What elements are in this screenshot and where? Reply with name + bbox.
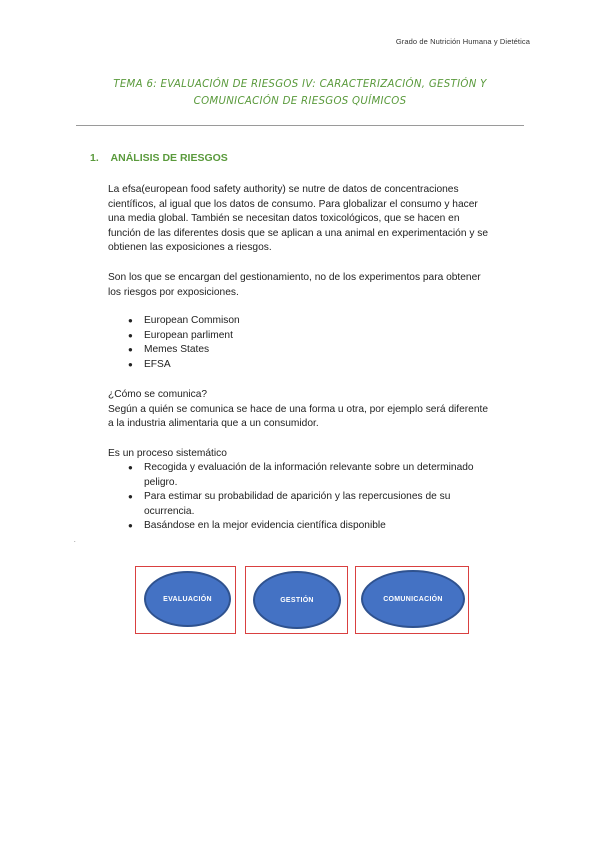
list-item: ● Recogida y evaluación de la información relevante sobre un determinado peligro.: [128, 462, 474, 488]
title-line-2: COMUNICACIÓN DE RIESGOS QUÍMICOS: [193, 96, 407, 107]
diagram-node-comunicacion: COMUNICACIÓN: [361, 570, 465, 628]
text-line: obtienen las exposiciones a riesgos.: [108, 242, 272, 254]
course-header: Grado de Nutrición Humana y Dietética: [395, 37, 530, 46]
title-divider: [76, 125, 524, 126]
bullet-icon: ●: [128, 345, 133, 355]
text-line: ¿Cómo se comunica?: [108, 389, 208, 400]
bullet-icon: ●: [128, 521, 133, 531]
list-item: ● Para estimar su probabilidad de aparición y las repercusiones de su ocurrencia.: [128, 491, 451, 517]
diagram-node-evaluacion: EVALUACIÓN: [144, 571, 231, 627]
paragraph-comunicacion: [108, 388, 528, 432]
text-line: Según a quién se comunica se hace de una forma u otra, por ejemplo será diferente: [108, 403, 489, 415]
bullet-icon: ●: [128, 330, 133, 340]
text-line: científicos, al igual que los datos de consumo. Para globalizar el consumo y hacer: [108, 198, 478, 210]
bullet-icon: ●: [128, 463, 133, 472]
document-title: [80, 76, 520, 110]
section-number: 1.: [90, 152, 99, 164]
process-list: [108, 461, 528, 534]
title-line-1: TEMA 6: EVALUACIÓN DE RIESGOS IV: CARACTERIZACIÓN, GESTIÓN Y: [113, 79, 487, 90]
section-heading: [90, 152, 228, 164]
section-title: ANÁLISIS DE RIESGOS: [110, 152, 228, 164]
text-line: función de las diferentes dosis que se aplican a una animal en experimentación y se: [108, 227, 489, 239]
paragraph-proceso: [108, 447, 528, 462]
list-item: ● European parliment: [108, 329, 528, 344]
paragraph-efsa: [108, 183, 528, 256]
text-line: La efsa(european food safety authority) se nutre de datos de concentraciones: [108, 184, 459, 195]
list-item: ● Basándose en la mejor evidencia científica disponible: [108, 519, 528, 534]
stray-mark: .: [74, 538, 76, 544]
risk-analysis-diagram: [135, 566, 471, 636]
paragraph-gestion: [108, 271, 528, 300]
text-line: los riesgos por exposiciones.: [108, 286, 239, 298]
list-item: ● Memes States: [108, 343, 528, 358]
bullet-icon: ●: [128, 492, 133, 502]
institutions-list: [108, 314, 528, 372]
list-item: ● European Commison: [108, 314, 528, 329]
text-line: una media global. También se necesitan datos toxicológicos, que se hacen en: [108, 213, 460, 225]
bullet-icon: ●: [128, 359, 133, 369]
text-line: Es un proceso sistemático: [108, 448, 227, 459]
text-line: a la industria alimentaria que a un consumidor.: [108, 418, 319, 430]
diagram-node-gestion: GESTIÓN: [253, 571, 341, 629]
bullet-icon: ●: [128, 316, 133, 325]
list-item: ● EFSA: [108, 358, 528, 373]
text-line: Son los que se encargan del gestionamiento, no de los experimentos para obtener: [108, 272, 481, 283]
